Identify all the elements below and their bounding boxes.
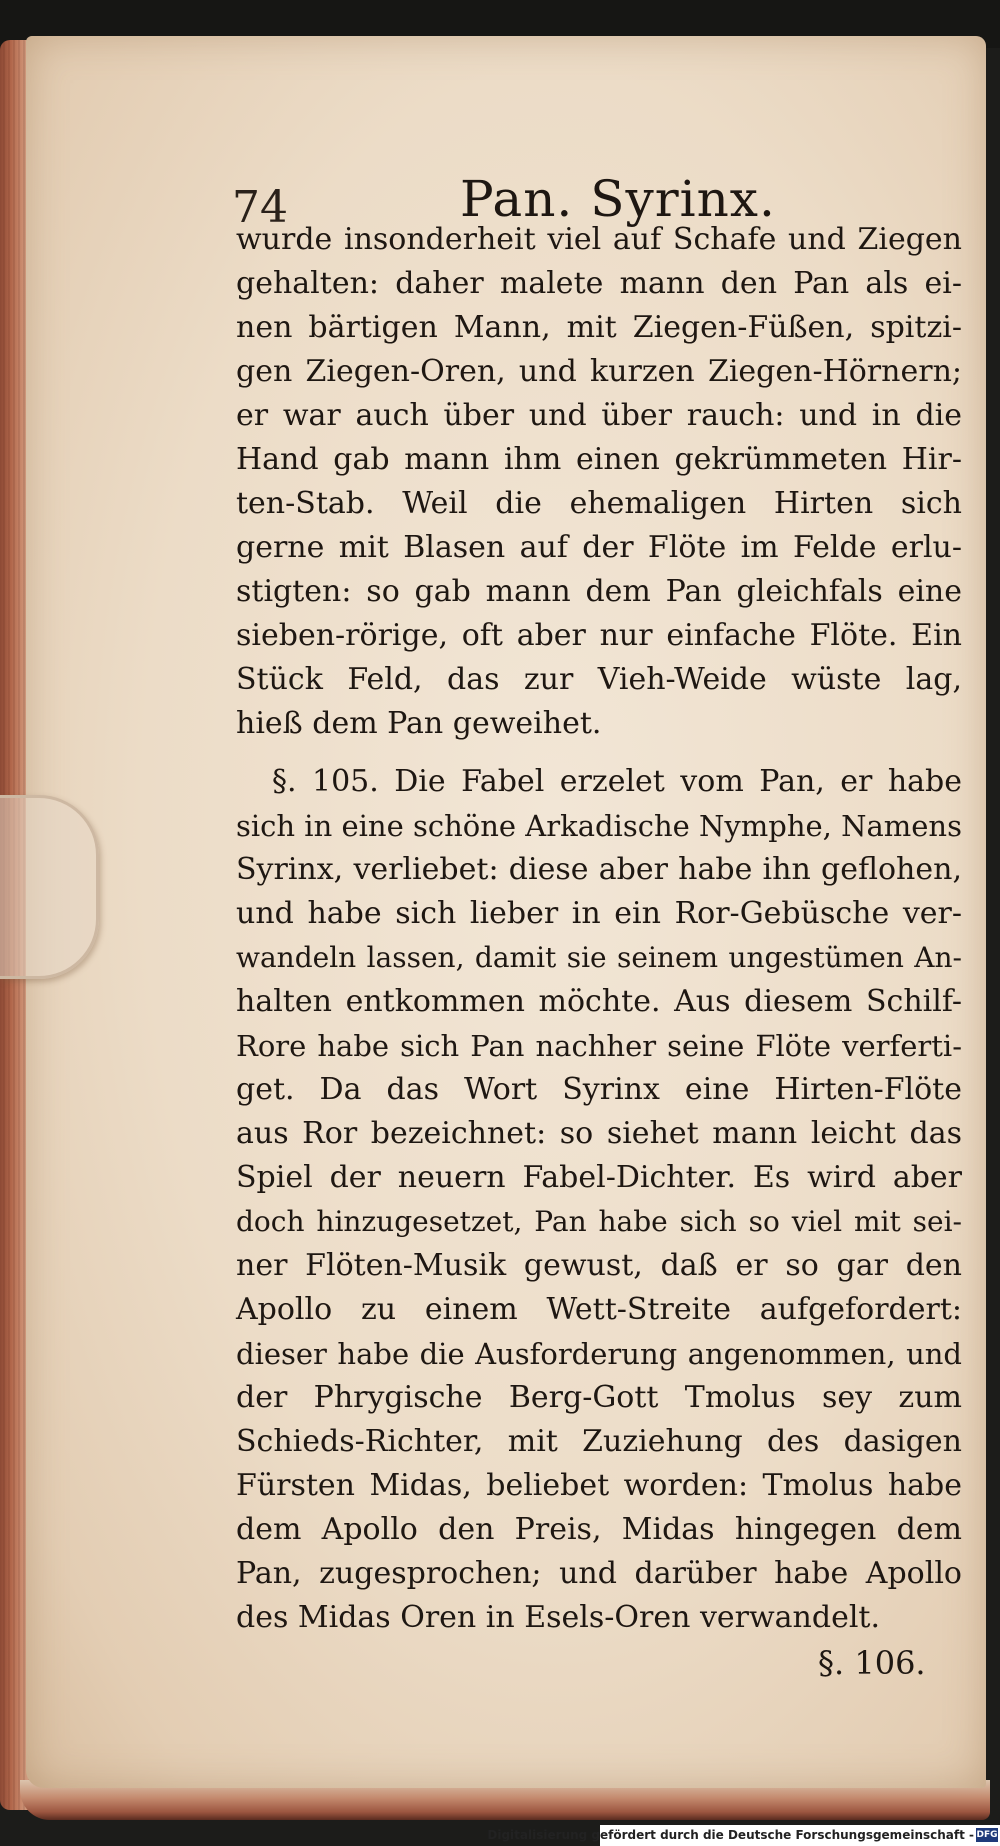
text-line: Pan, zugesprochen; und darüber habe Apollo	[236, 1556, 962, 1591]
text-line: doch hinzugesetzet, Pan habe sich so viel mit sei-	[236, 1205, 962, 1238]
running-title: Pan. Syrinx.	[460, 170, 776, 228]
text-line: der Phrygische Berg-Gott Tmolus sey zum	[236, 1380, 962, 1415]
text-line: des Midas Oren in Esels-Oren verwandelt.	[236, 1600, 881, 1635]
text-line: er war auch über und über rauch: und in die	[236, 398, 962, 433]
text-line: halten entkommen möchte. Aus diesem Schilf-	[236, 984, 962, 1019]
text-line: sieben-rörige, oft aber nur einfache Flöte. Ein	[236, 618, 962, 653]
text-line: dieser habe die Ausforderung angenommen, und	[236, 1337, 962, 1371]
paragraph-start-line: §. 105. Die Fabel erzelet vom Pan, er habe	[272, 764, 962, 799]
page-number: 74	[232, 182, 288, 233]
text-line: Stück Feld, das zur Vieh-Weide wüste lag,	[236, 662, 962, 697]
text-line: Rore habe sich Pan nachher seine Flöte verferti-	[236, 1029, 962, 1063]
catchword: §. 106.	[818, 1644, 926, 1682]
text-line: hieß dem Pan geweihet.	[236, 706, 602, 741]
text-line: gerne mit Blasen auf der Flöte im Felde erlu-	[236, 530, 962, 565]
dfg-logo-icon: DFG	[976, 1830, 998, 1840]
text-line: dem Apollo den Preis, Midas hingegen dem	[236, 1512, 962, 1547]
text-line: gen Ziegen-Oren, und kurzen Ziegen-Hörnern;	[236, 354, 962, 389]
footer-credit-text: Digitalisierung gefördert durch die Deutsche Forschungsgemeinschaft -	[487, 1828, 974, 1842]
text-line: Spiel der neuern Fabel-Dichter. Es wird aber	[236, 1160, 962, 1195]
text-line: aus Ror bezeichnet: so siehet mann leicht das	[236, 1116, 962, 1151]
text-line: ten-Stab. Weil die ehemaligen Hirten sich	[236, 486, 962, 521]
text-line: Hand gab mann ihm einen gekrümmeten Hir-	[236, 442, 962, 477]
text-line: Fürsten Midas, beliebet worden: Tmolus habe	[236, 1468, 962, 1503]
text-line: wurde insonderheit viel auf Schafe und Ziegen	[236, 222, 962, 257]
text-line: get. Da das Wort Syrinx eine Hirten-Flöte	[236, 1072, 962, 1107]
text-line: Schieds-Richter, mit Zuziehung des dasigen	[236, 1424, 962, 1459]
text-line: wandeln lassen, damit sie seinem ungestümen An-	[236, 941, 962, 974]
text-line: Apollo zu einem Wett-Streite aufgefordert:	[236, 1292, 962, 1327]
text-line: gehalten: daher malete mann den Pan als ei-	[236, 266, 962, 301]
text-line: Syrinx, verliebet: diese aber habe ihn geflohen,	[236, 852, 962, 887]
text-line: und habe sich lieber in ein Ror-Gebüsche ver-	[236, 896, 962, 931]
text-line: stigten: so gab mann dem Pan gleichfals eine	[236, 574, 962, 609]
text-line: ner Flöten-Musik gewust, daß er so gar den	[236, 1248, 962, 1283]
text-line: nen bärtigen Mann, mit Ziegen-Füßen, spitzi-	[236, 310, 962, 345]
text-line: sich in eine schöne Arkadische Nymphe, Namens	[236, 809, 962, 843]
